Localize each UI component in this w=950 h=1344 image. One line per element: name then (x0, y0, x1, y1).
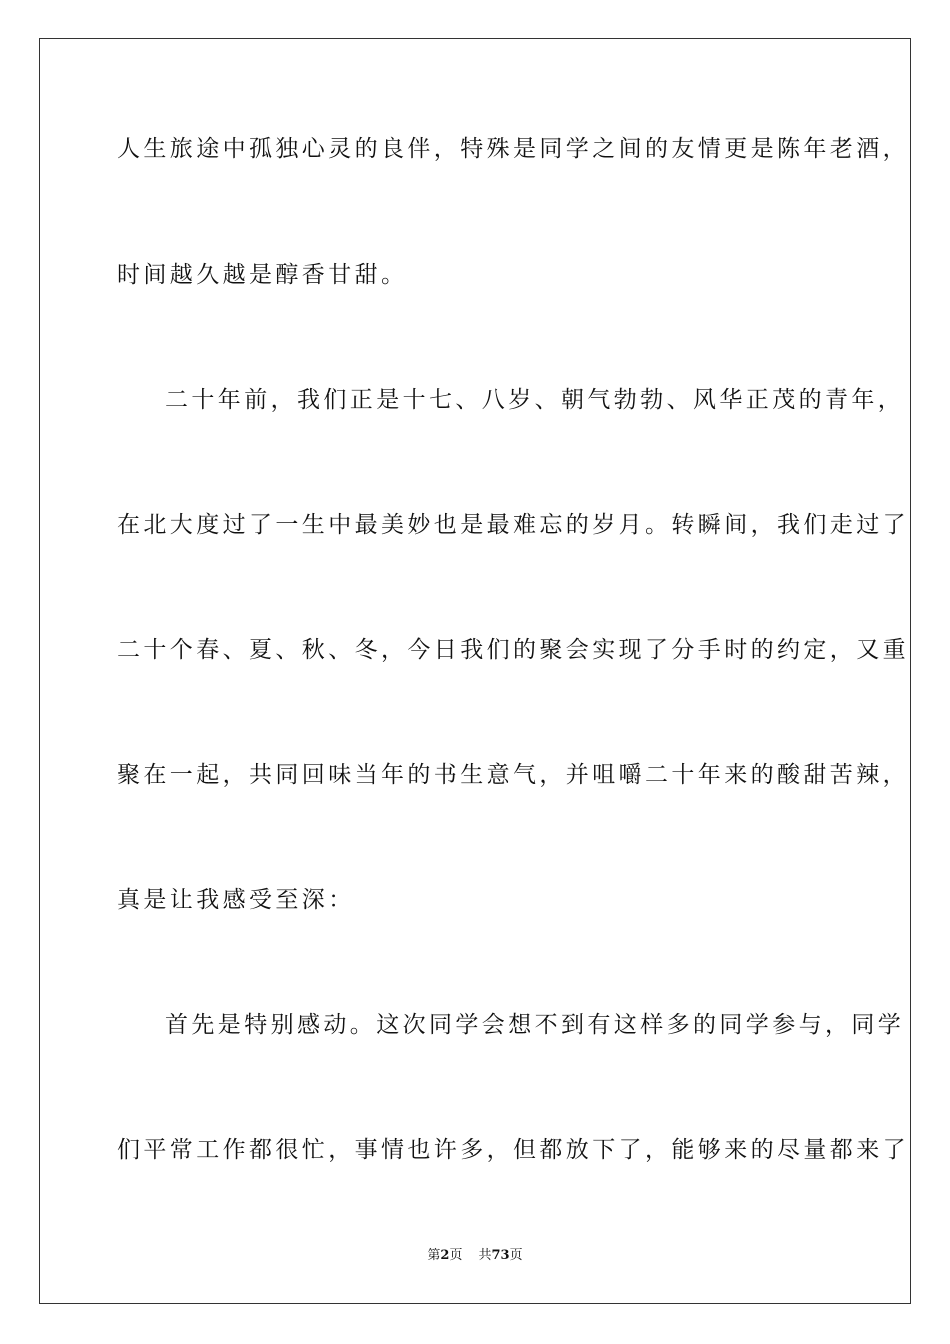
text-line-9: 们平常工作都很忙，事情也许多，但都放下了，能够来的尽量都来了 (117, 1137, 909, 1163)
paragraph-start-line: 二十年前，我们正是十七、八岁、朝气勃勃、风华正茂的青年， (165, 387, 905, 413)
total-suffix: 页 (509, 1248, 523, 1263)
page-suffix: 页 (449, 1248, 463, 1263)
page-number: 2 (440, 1248, 450, 1263)
page-border (39, 38, 911, 1304)
total-prefix: 共 (478, 1248, 492, 1263)
text-line-2: 时间越久越是醇香甘甜。 (117, 262, 408, 288)
text-line-5: 二十个春、夏、秋、冬，今日我们的聚会实现了分手时的约定，又重 (117, 637, 909, 663)
paragraph-start-line-2: 首先是特别感动。这次同学会想不到有这样多的同学参与，同学 (165, 1012, 905, 1038)
total-pages: 73 (491, 1248, 510, 1263)
page-prefix: 第 (427, 1248, 441, 1263)
text-line-4: 在北大度过了一生中最美妙也是最难忘的岁月。转瞬间，我们走过了 (117, 512, 909, 538)
text-line-6: 聚在一起，共同回味当年的书生意气，并咀嚼二十年来的酸甜苦辣， (117, 762, 909, 788)
text-line-1: 人生旅途中孤独心灵的良伴，特殊是同学之间的友情更是陈年老酒， (117, 136, 909, 162)
text-line-7: 真是让我感受至深： (117, 887, 355, 913)
page-footer (0, 1247, 950, 1265)
